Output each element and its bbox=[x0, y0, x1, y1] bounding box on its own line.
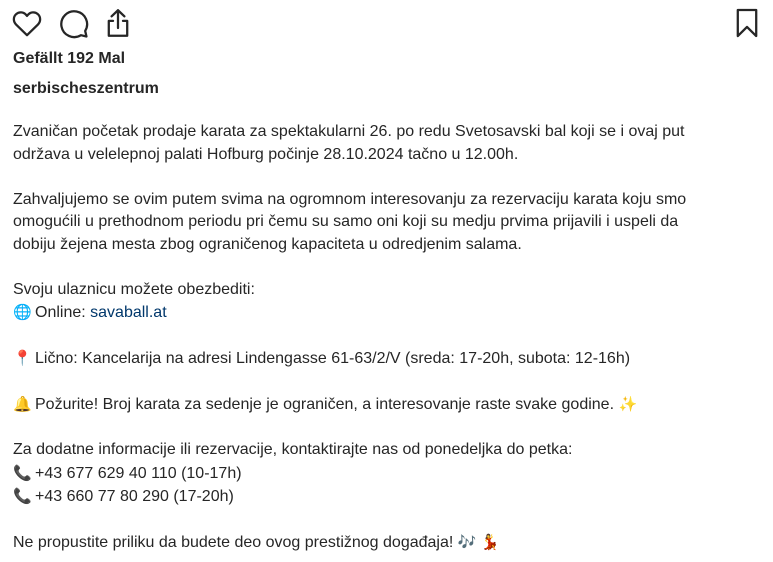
hurry-line bbox=[13, 393, 758, 417]
phone-number[interactable]: +43 660 77 80 290 (17-20h) bbox=[35, 488, 234, 505]
hurry-text: Požurite! Broj karata za sedenje je ograničen, a interesovanje raste svake godine. bbox=[35, 396, 615, 413]
share-button[interactable] bbox=[101, 6, 135, 40]
phone-icon: 📞 bbox=[13, 487, 32, 505]
music-notes-icon: 🎶 bbox=[457, 533, 477, 551]
closing-text: Ne propustite priliku da budete deo ovog prestižnog događaja! bbox=[13, 534, 454, 551]
globe-icon: 🌐 bbox=[13, 303, 32, 321]
caption-line: Zahvaljujemo se ovim putem svima na ogromnom interesovanju za rezervaciju karata koju smo bbox=[13, 190, 687, 208]
savaball-link[interactable]: savaball.at bbox=[90, 304, 167, 321]
heart-icon bbox=[10, 6, 44, 40]
caption-line: omogućili u prethodnom periodu pri čemu su samo oni koji su medju prvima prijavili i uspeli da bbox=[13, 213, 679, 230]
online-label: Online: bbox=[35, 304, 86, 321]
caption-line: Za dodatne informacije ili rezervacije, kontaktirajte nas od ponedeljka do petka: bbox=[13, 441, 573, 458]
caption-paragraph bbox=[13, 347, 758, 371]
caption-paragraph bbox=[13, 439, 758, 509]
address-line bbox=[13, 347, 758, 371]
post-action-bar bbox=[0, 0, 773, 44]
caption-line: Zvaničan početak prodaje karata za spektakularni 26. po redu Svetosavski bal koji se i ovaj put bbox=[13, 123, 685, 140]
likes-count[interactable]: Gefällt 192 Mal bbox=[13, 50, 126, 67]
pin-icon: 📍 bbox=[13, 349, 32, 367]
bell-icon: 🔔 bbox=[13, 395, 32, 413]
comment-button[interactable] bbox=[56, 6, 90, 40]
address-text: Lično: Kancelarija na adresi Lindengasse 61-63/2/V (sreda: 17-20h, subota: 12-16h) bbox=[35, 350, 631, 367]
caption-paragraph bbox=[13, 531, 758, 555]
caption-line: dobiju žejena mesta zbog ograničenog kapaciteta u odredjenim salama. bbox=[13, 235, 522, 253]
caption-paragraph bbox=[13, 393, 758, 417]
sparkles-icon: ✨ bbox=[618, 395, 638, 413]
phone-line bbox=[13, 485, 758, 509]
phone-number[interactable]: +43 677 629 40 110 (10-17h) bbox=[35, 464, 242, 482]
post-username[interactable]: serbischeszentrum bbox=[13, 80, 159, 97]
dancer-icon: 💃 bbox=[480, 533, 500, 551]
share-icon bbox=[101, 6, 135, 40]
like-button[interactable] bbox=[10, 6, 44, 40]
caption-paragraph bbox=[13, 189, 758, 257]
online-line bbox=[13, 301, 758, 325]
phone-line bbox=[13, 462, 758, 486]
post-caption bbox=[13, 121, 758, 555]
save-button[interactable] bbox=[730, 6, 764, 40]
caption-paragraph bbox=[13, 121, 758, 166]
caption-paragraph bbox=[13, 279, 758, 325]
bookmark-icon bbox=[730, 6, 764, 40]
comment-icon bbox=[56, 6, 90, 40]
caption-line: Svoju ulaznicu možete obezbediti: bbox=[13, 280, 255, 298]
closing-line bbox=[13, 531, 758, 555]
caption-line: održava u velelepnoj palati Hofburg počinje 28.10.2024 tačno u 12.00h. bbox=[13, 145, 519, 163]
phone-icon: 📞 bbox=[13, 463, 32, 482]
